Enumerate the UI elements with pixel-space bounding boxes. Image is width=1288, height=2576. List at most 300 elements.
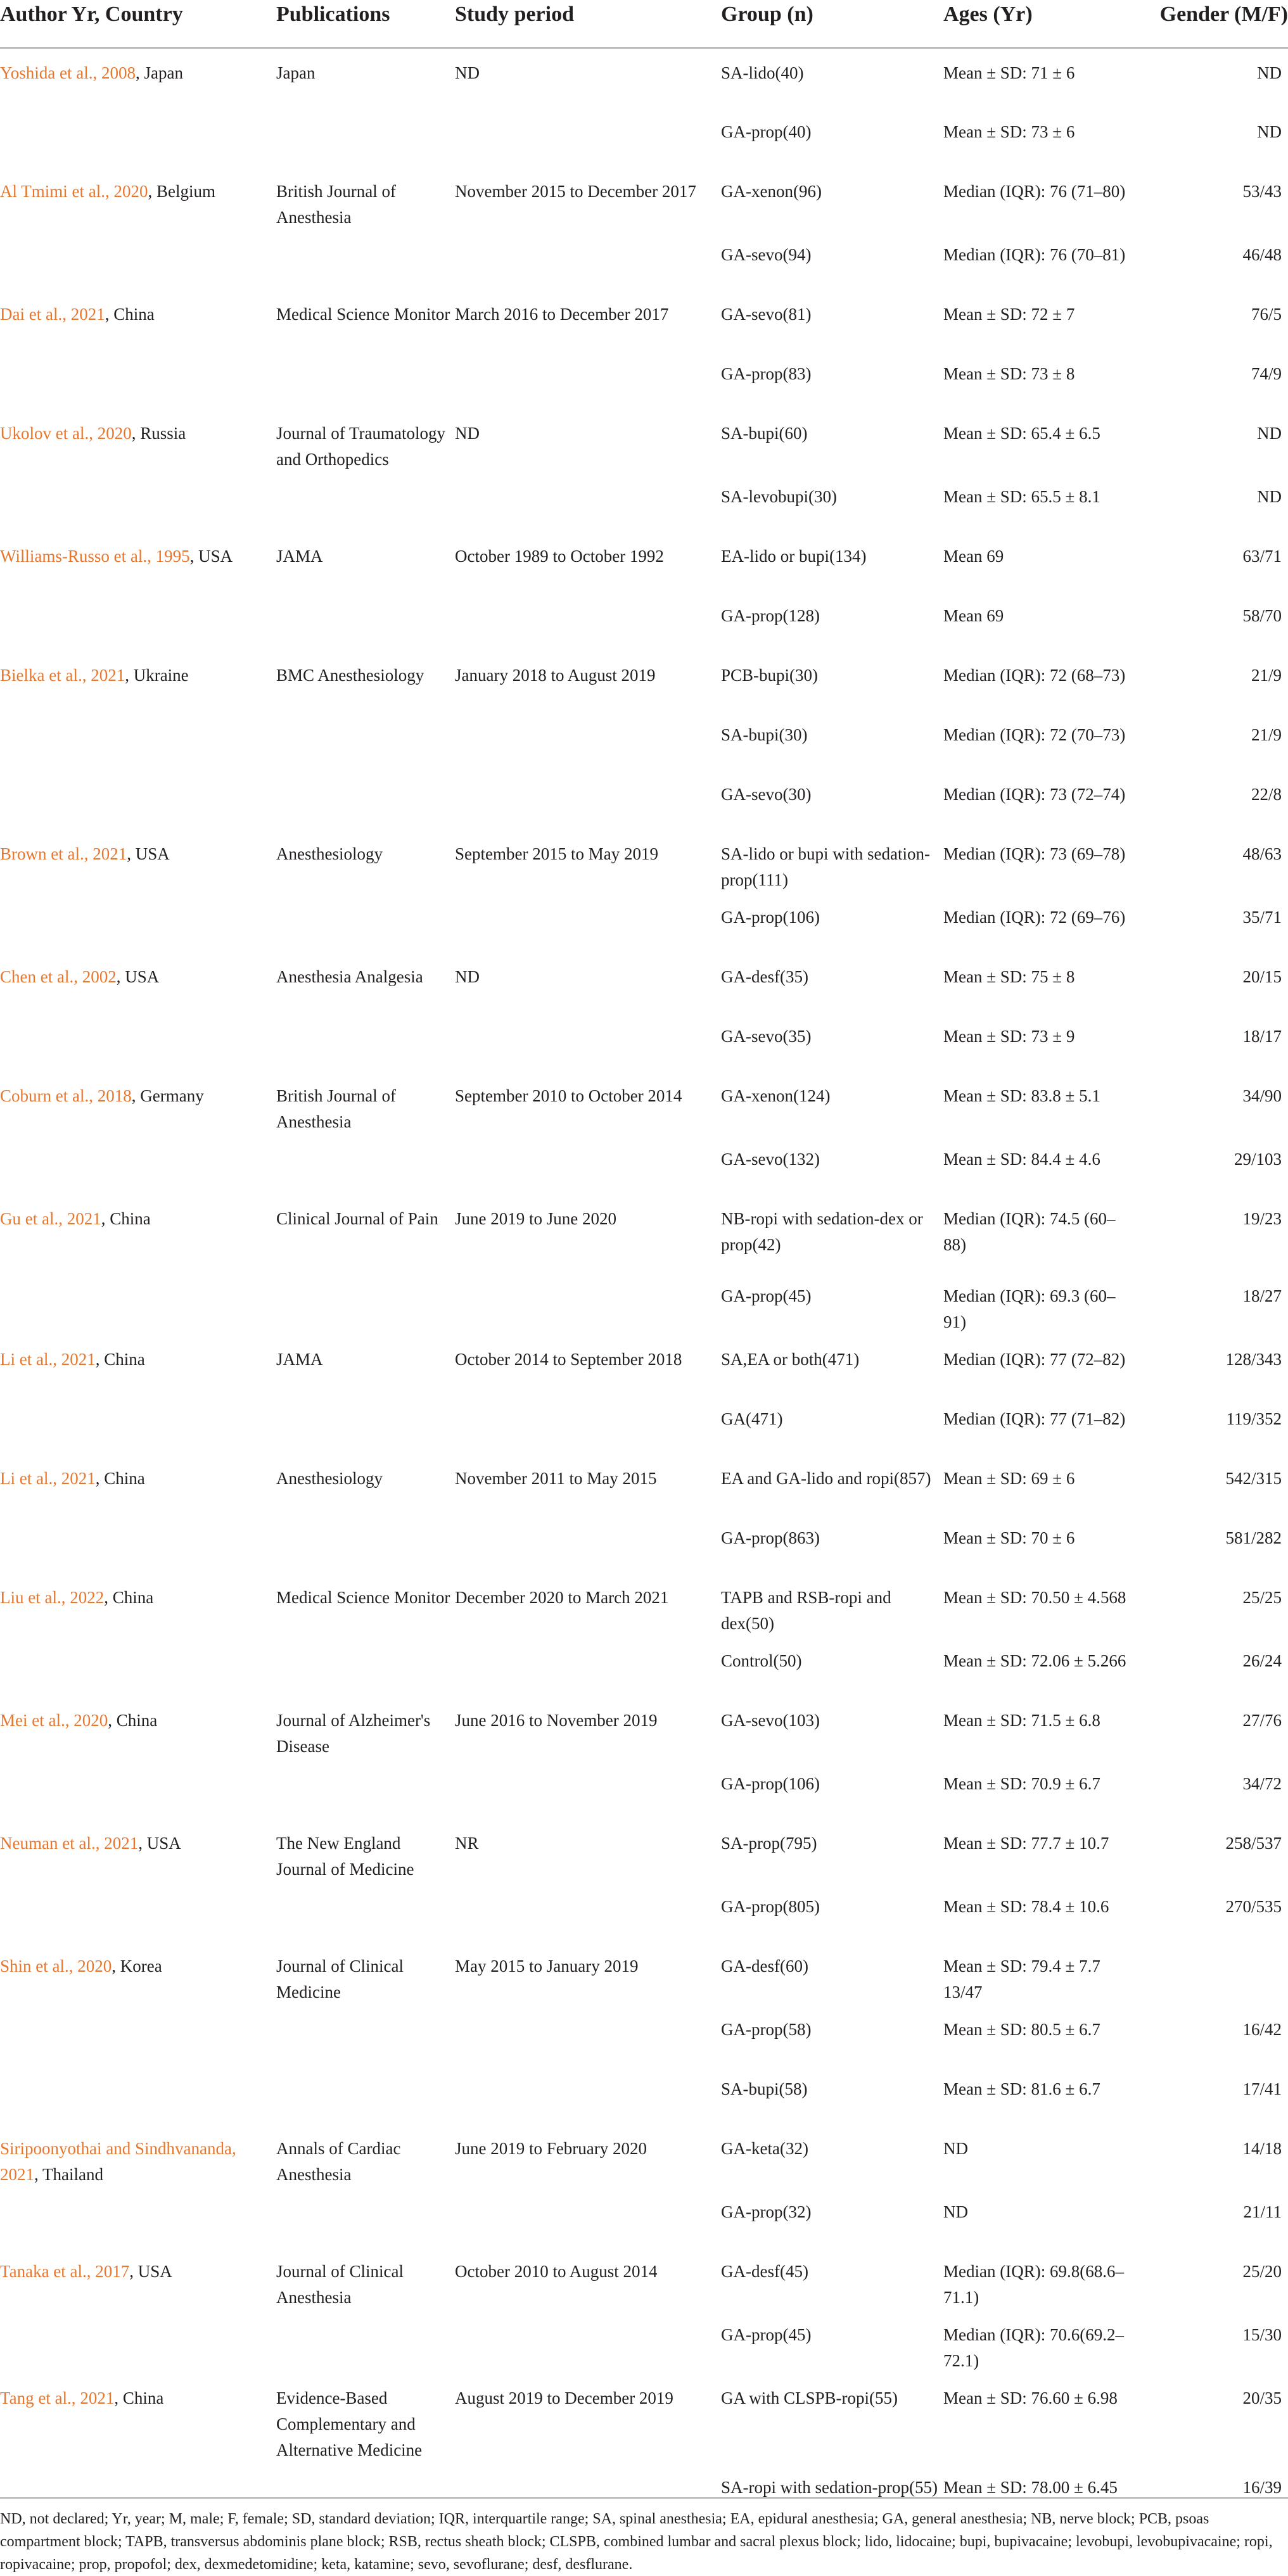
- cell-group: GA-prop(805): [721, 1896, 820, 1916]
- country-text: , Korea: [112, 1956, 162, 1976]
- cell-author: [0, 532, 276, 592]
- cell-gender: ND: [1257, 63, 1282, 82]
- cell-gender: 17/41: [1242, 2079, 1282, 2098]
- header-gender: Gender (M/F): [1130, 0, 1288, 48]
- cell-gender: 542/315: [1225, 1468, 1282, 1488]
- cell-publication: Journal of Alzheimer's Disease: [276, 1710, 431, 1756]
- cell-ages: Mean ± SD: 73 ± 9: [943, 1026, 1075, 1046]
- cell-study-period: [455, 770, 721, 830]
- header-ages: Ages (Yr): [943, 0, 1130, 48]
- cell-group: GA-prop(863): [721, 1528, 820, 1547]
- cell-group: GA-prop(128): [721, 606, 820, 625]
- cell-author: [0, 231, 276, 290]
- author-link[interactable]: Siripoonyothai and Sindhvananda,: [0, 2138, 236, 2158]
- cell-gender: 46/48: [1242, 244, 1282, 264]
- cell-ages: Mean 69: [943, 546, 1004, 566]
- author-link[interactable]: Chen et al.,: [0, 967, 82, 986]
- cell-ages: Median (IQR): 73 (72–74): [943, 784, 1126, 804]
- cell-gender: 270/535: [1225, 1896, 1282, 1916]
- cell-gender: 581/282: [1225, 1528, 1282, 1547]
- cell-author: [0, 1819, 276, 1882]
- year-link[interactable]: 2020: [97, 423, 132, 443]
- cell-group: GA(471): [721, 1409, 783, 1428]
- cell-publication: Japan: [276, 63, 316, 82]
- table-row: [0, 770, 1288, 830]
- cell-author: [0, 1882, 276, 1942]
- table-row: [0, 1072, 1288, 1135]
- country-text: , Thailand: [34, 2164, 103, 2184]
- cell-author: [0, 2124, 276, 2188]
- table-row: [0, 532, 1288, 592]
- cell-author: [0, 1942, 276, 2005]
- table-row: [0, 290, 1288, 350]
- table-row: [0, 1135, 1288, 1195]
- table-row: [0, 2374, 1288, 2463]
- cell-author: [0, 2311, 276, 2374]
- cell-publication: Journal of Clinical Anesthesia: [276, 2261, 404, 2307]
- author-link[interactable]: Liu et al.,: [0, 1587, 70, 1607]
- cell-ages: Mean ± SD: 69 ± 6: [943, 1468, 1075, 1488]
- year-link[interactable]: 2018: [97, 1086, 132, 1105]
- cell-group: GA-sevo(81): [721, 304, 812, 324]
- cell-gender: 21/9: [1251, 725, 1282, 744]
- cell-author: [0, 473, 276, 532]
- cell-author: [0, 2188, 276, 2247]
- cell-study-period: September 2015 to May 2019: [455, 844, 658, 863]
- cell-ages: Mean ± SD: 70.50 ± 4.568: [943, 1587, 1126, 1607]
- cell-study-period: [455, 1395, 721, 1454]
- cell-gender: [1130, 1942, 1288, 2005]
- cell-study-period: [455, 2065, 721, 2124]
- cell-study-period: November 2011 to May 2015: [455, 1468, 657, 1488]
- cell-ages: Median (IQR): 76 (71–80): [943, 181, 1126, 201]
- country-text: , Russia: [131, 423, 186, 443]
- cell-group: SA-bupi(60): [721, 423, 808, 443]
- table-row: [0, 2124, 1288, 2188]
- cell-group: SA-bupi(58): [721, 2079, 808, 2098]
- cell-ages: Mean ± SD: 78.00 ± 6.45: [943, 2477, 1118, 2497]
- author-link[interactable]: Tanaka et al.,: [0, 2261, 96, 2281]
- table-row: [0, 48, 1288, 108]
- cell-publication: Anesthesia Analgesia: [276, 967, 423, 986]
- country-text: , USA: [127, 844, 170, 863]
- country-text: , China: [104, 1587, 154, 1607]
- cell-gender: 18/17: [1242, 1026, 1282, 1046]
- table-row: [0, 2005, 1288, 2065]
- year-link[interactable]: 2002: [82, 967, 117, 986]
- cell-group: SA-ropi with sedation-prop(55): [721, 2477, 938, 2497]
- country-text: , USA: [129, 2261, 172, 2281]
- cell-study-period: [455, 108, 721, 167]
- author-link[interactable]: Neuman et al.,: [0, 1833, 105, 1853]
- cell-author: [0, 830, 276, 893]
- cell-study-period: [455, 231, 721, 290]
- cell-gender: 48/63: [1242, 844, 1282, 863]
- cell-author: [0, 2374, 276, 2463]
- cell-author: [0, 108, 276, 167]
- cell-study-period: November 2015 to December 2017: [455, 181, 696, 201]
- cell-author: [0, 1195, 276, 1272]
- author-link[interactable]: Gu et al.,: [0, 1209, 67, 1228]
- cell-author: [0, 1760, 276, 1819]
- cell-ages: Median (IQR): 76 (70–81): [943, 244, 1126, 264]
- table-row: [0, 893, 1288, 953]
- cell-publication: British Journal of Anesthesia: [276, 1086, 396, 1131]
- author-link[interactable]: Ukolov et al.,: [0, 423, 98, 443]
- header-publications: Publications: [276, 0, 455, 48]
- cell-publication: [276, 1760, 455, 1819]
- cell-publication: [276, 770, 455, 830]
- cell-publication: Journal of Traumatology and Orthopedics: [276, 423, 445, 469]
- year-link[interactable]: 2021: [61, 1468, 96, 1488]
- cell-group: GA-prop(32): [721, 2202, 812, 2221]
- cell-group: SA-prop(795): [721, 1833, 817, 1853]
- cell-study-period: June 2019 to June 2020: [455, 1209, 616, 1228]
- year-link[interactable]: 2021: [0, 2164, 34, 2184]
- cell-study-period: [455, 711, 721, 770]
- year-link[interactable]: 2021: [92, 844, 127, 863]
- country-text: , USA: [116, 967, 160, 986]
- cell-ages: Mean ± SD: 75 ± 8: [943, 967, 1075, 986]
- cell-gender: 76/5: [1251, 304, 1282, 324]
- cell-gender: 128/343: [1225, 1349, 1282, 1369]
- cell-publication: [276, 1882, 455, 1942]
- country-text: , USA: [189, 546, 233, 566]
- cell-study-period: October 1989 to October 1992: [455, 546, 664, 566]
- table-row: [0, 2247, 1288, 2311]
- cell-study-period: [455, 1514, 721, 1573]
- cell-publication: The New England Journal of Medicine: [276, 1833, 414, 1879]
- cell-gender: 21/9: [1251, 665, 1282, 685]
- cell-author: [0, 711, 276, 770]
- table-row: [0, 1882, 1288, 1942]
- header-group: Group (n): [721, 0, 943, 48]
- table-row: [0, 231, 1288, 290]
- cell-study-period: June 2019 to February 2020: [455, 2138, 647, 2158]
- cell-group: EA and GA-lido and ropi(857): [721, 1468, 931, 1488]
- cell-gender: 16/42: [1242, 2019, 1282, 2039]
- cell-author: [0, 893, 276, 953]
- table-row: [0, 1819, 1288, 1882]
- table-row: [0, 2311, 1288, 2374]
- author-link[interactable]: Tang et al.,: [0, 2388, 80, 2408]
- cell-ages: Mean ± SD: 71.5 ± 6.8: [943, 1710, 1100, 1730]
- cell-gender: ND: [1257, 423, 1282, 443]
- year-link[interactable]: 1995: [155, 546, 190, 566]
- year-link[interactable]: 2021: [70, 304, 105, 324]
- cell-study-period: [455, 893, 721, 953]
- cell-gender: 258/537: [1225, 1833, 1282, 1853]
- cell-gender: 34/90: [1242, 1086, 1282, 1105]
- cell-publication: Medical Science Monitor: [276, 304, 450, 324]
- cell-ages: Mean ± SD: 81.6 ± 6.7: [943, 2079, 1100, 2098]
- cell-author: [0, 1573, 276, 1637]
- cell-publication: [276, 2188, 455, 2247]
- cell-group: GA-desf(35): [721, 967, 808, 986]
- cell-gender: ND: [1257, 122, 1282, 141]
- cell-author: [0, 1135, 276, 1195]
- table-row: [0, 1696, 1288, 1760]
- cell-publication: [276, 1514, 455, 1573]
- cell-author: [0, 350, 276, 409]
- cell-group: GA-prop(106): [721, 907, 820, 927]
- cell-ages: Median (IQR): 72 (70–73): [943, 725, 1126, 744]
- cell-ages: Median (IQR): 72 (68–73): [943, 665, 1126, 685]
- cell-group: GA with CLSPB-ropi(55): [721, 2388, 898, 2408]
- cell-gender: 22/8: [1251, 784, 1282, 804]
- cell-gender: 119/352: [1226, 1409, 1282, 1428]
- cell-author: [0, 651, 276, 711]
- table-row: [0, 592, 1288, 651]
- cell-publication: JAMA: [276, 1349, 323, 1369]
- author-link[interactable]: Li et al.,: [0, 1349, 61, 1369]
- cell-gender: 35/71: [1242, 907, 1282, 927]
- country-text: , Ukraine: [125, 665, 189, 685]
- cell-gender: 34/72: [1242, 1773, 1282, 1793]
- cell-ages: Mean ± SD: 70.9 ± 6.7: [943, 1773, 1100, 1793]
- author-link[interactable]: Dai et al.,: [0, 304, 71, 324]
- cell-study-period: May 2015 to January 2019: [455, 1956, 639, 1976]
- cell-ages: Median (IQR): 73 (69–78): [943, 844, 1126, 863]
- author-link[interactable]: Yoshida et al.,: [0, 63, 102, 82]
- cell-publication: [276, 2005, 455, 2065]
- cell-group: Control(50): [721, 1651, 802, 1670]
- country-text: , China: [108, 1710, 158, 1730]
- cell-ages: Mean 69: [943, 606, 1004, 625]
- cell-study-period: [455, 1012, 721, 1072]
- cell-study-period: [455, 2188, 721, 2247]
- author-link[interactable]: Shin et al.,: [0, 1956, 78, 1976]
- cell-publication: [276, 2065, 455, 2124]
- cell-ages: Mean ± SD: 79.4 ± 7.7 13/47: [943, 1956, 1100, 2002]
- cell-group: GA-sevo(35): [721, 1026, 812, 1046]
- cell-study-period: [455, 1760, 721, 1819]
- cell-study-period: [455, 1637, 721, 1696]
- year-link[interactable]: 2021: [104, 1833, 139, 1853]
- table-row: [0, 167, 1288, 231]
- country-text: , Germany: [131, 1086, 204, 1105]
- cell-study-period: [455, 2005, 721, 2065]
- header-row: [0, 0, 1288, 48]
- cell-study-period: ND: [455, 967, 480, 986]
- cell-study-period: December 2020 to March 2021: [455, 1587, 669, 1607]
- cell-ages: Mean ± SD: 73 ± 8: [943, 364, 1075, 383]
- cell-ages: Mean ± SD: 72.06 ± 5.266: [943, 1651, 1126, 1670]
- cell-ages: Mean ± SD: 84.4 ± 4.6: [943, 1149, 1100, 1169]
- cell-ages: Median (IQR): 70.6(69.2–72.1): [943, 2325, 1124, 2370]
- cell-publication: BMC Anesthesiology: [276, 665, 424, 685]
- cell-group: NB-ropi with sedation-dex or prop(42): [721, 1209, 923, 1254]
- cell-group: EA-lido or bupi(134): [721, 546, 867, 566]
- cell-study-period: [455, 592, 721, 651]
- cell-gender: 20/15: [1242, 967, 1282, 986]
- author-link[interactable]: Williams-Russo et al.,: [0, 546, 156, 566]
- cell-publication: [276, 592, 455, 651]
- author-link[interactable]: Mei et al.,: [0, 1710, 74, 1730]
- cell-gender: 74/9: [1251, 364, 1282, 383]
- cell-author: [0, 1395, 276, 1454]
- cell-author: [0, 1454, 276, 1514]
- country-text: , China: [105, 304, 155, 324]
- year-link[interactable]: 2021: [91, 665, 125, 685]
- cell-ages: Mean ± SD: 65.4 ± 6.5: [943, 423, 1100, 443]
- cell-ages: Median (IQR): 77 (72–82): [943, 1349, 1126, 1369]
- cell-publication: Medical Science Monitor: [276, 1587, 450, 1607]
- cell-gender: 63/71: [1242, 546, 1282, 566]
- cell-study-period: October 2014 to September 2018: [455, 1349, 682, 1369]
- country-text: , USA: [138, 1833, 181, 1853]
- cell-publication: JAMA: [276, 546, 323, 566]
- cell-gender: 26/24: [1242, 1651, 1282, 1670]
- cell-study-period: [455, 1272, 721, 1335]
- cell-study-period: [455, 1882, 721, 1942]
- cell-author: [0, 770, 276, 830]
- cell-ages: Mean ± SD: 70 ± 6: [943, 1528, 1075, 1547]
- cell-publication: Annals of Cardiac Anesthesia: [276, 2138, 401, 2184]
- cell-group: GA-prop(83): [721, 364, 812, 383]
- cell-author: [0, 2247, 276, 2311]
- cell-publication: [276, 711, 455, 770]
- cell-group: SA-lido or bupi with sedation-prop(111): [721, 844, 930, 889]
- cell-gender: 58/70: [1242, 606, 1282, 625]
- cell-author: [0, 2065, 276, 2124]
- cell-author: [0, 290, 276, 350]
- cell-study-period: [455, 473, 721, 532]
- cell-group: SA-levobupi(30): [721, 486, 837, 506]
- table-row: [0, 1272, 1288, 1335]
- cell-ages: ND: [943, 2138, 968, 2158]
- table-footnote: ND, not declared; Yr, year; M, male; F, female; SD, standard deviation; IQR, interquartile range; SA, spinal anesthesia; EA, epidural anesthesia; GA, general anesthesia; NB, nerve block; PCB, psoas compartment block; TAPB, transversus abdominis plane block; RSB, rectus sheath block; CLSPB, combined lumbar and sacral plexus block; lido, lidocaine; bupi, bupivacaine; levobupi, levobupivacaine; ropi, ropivacaine; prop, propofol; dex, dexmedetomidine; keta, katamine; sevo, sevoflurane; desf, desflurane.: [0, 2497, 1288, 2576]
- cell-study-period: [455, 1135, 721, 1195]
- year-link[interactable]: 2020: [77, 1956, 112, 1976]
- author-link[interactable]: Coburn et al.,: [0, 1086, 98, 1105]
- cell-group: SA,EA or both(471): [721, 1349, 860, 1369]
- author-link[interactable]: Bielka et al.,: [0, 665, 91, 685]
- cell-ages: Mean ± SD: 65.5 ± 8.1: [943, 486, 1100, 506]
- cell-gender: ND: [1257, 486, 1282, 506]
- cell-ages: Mean ± SD: 83.8 ± 5.1: [943, 1086, 1100, 1105]
- table-row: [0, 1195, 1288, 1272]
- cell-publication: [276, 473, 455, 532]
- cell-author: [0, 48, 276, 108]
- cell-group: GA-desf(45): [721, 2261, 808, 2281]
- table-row: [0, 651, 1288, 711]
- cell-ages: Median (IQR): 74.5 (60–88): [943, 1209, 1116, 1254]
- author-link[interactable]: Al Tmimi et al.,: [0, 181, 114, 201]
- table-row: [0, 1454, 1288, 1514]
- table-row: [0, 1335, 1288, 1395]
- country-text: , China: [95, 1468, 145, 1488]
- cell-gender: 21/11: [1243, 2202, 1282, 2221]
- year-link[interactable]: 2021: [61, 1349, 96, 1369]
- country-text: , China: [101, 1209, 151, 1228]
- cell-author: [0, 1696, 276, 1760]
- cell-ages: ND: [943, 2202, 968, 2221]
- cell-author: [0, 1514, 276, 1573]
- table-row: [0, 108, 1288, 167]
- cell-gender: 20/35: [1242, 2388, 1282, 2408]
- cell-group: GA-xenon(124): [721, 1086, 831, 1105]
- cell-gender: 19/23: [1242, 1209, 1282, 1228]
- cell-publication: [276, 893, 455, 953]
- year-link[interactable]: 2017: [95, 2261, 130, 2281]
- cell-publication: [276, 2311, 455, 2374]
- cell-gender: 15/30: [1242, 2325, 1282, 2344]
- table-row: [0, 1395, 1288, 1454]
- cell-ages: Mean ± SD: 76.60 ± 6.98: [943, 2388, 1118, 2408]
- table-row: [0, 1942, 1288, 2005]
- cell-study-period: March 2016 to December 2017: [455, 304, 669, 324]
- cell-study-period: NR: [455, 1833, 479, 1853]
- cell-author: [0, 1272, 276, 1335]
- cell-publication: [276, 350, 455, 409]
- cell-publication: [276, 1135, 455, 1195]
- table-row: [0, 2188, 1288, 2247]
- table-row: [0, 409, 1288, 473]
- country-text: , China: [95, 1349, 145, 1369]
- cell-group: SA-bupi(30): [721, 725, 808, 744]
- table-row: [0, 711, 1288, 770]
- year-link[interactable]: 2022: [70, 1587, 105, 1607]
- cell-study-period: October 2010 to August 2014: [455, 2261, 658, 2281]
- cell-publication: Clinical Journal of Pain: [276, 1209, 438, 1228]
- table-row: [0, 1760, 1288, 1819]
- cell-publication: [276, 1395, 455, 1454]
- cell-author: [0, 1335, 276, 1395]
- cell-study-period: August 2019 to December 2019: [455, 2388, 673, 2408]
- cell-study-period: ND: [455, 423, 480, 443]
- table-row: [0, 1514, 1288, 1573]
- cell-publication: Journal of Clinical Medicine: [276, 1956, 404, 2002]
- cell-publication: Anesthesiology: [276, 844, 383, 863]
- cell-group: SA-lido(40): [721, 63, 804, 82]
- table-body: [0, 48, 1288, 2523]
- table-row: [0, 1637, 1288, 1696]
- cell-gender: 25/25: [1242, 1587, 1282, 1607]
- cell-group: GA-prop(45): [721, 2325, 812, 2344]
- cell-gender: 14/18: [1242, 2138, 1282, 2158]
- cell-group: GA-prop(58): [721, 2019, 812, 2039]
- cell-author: [0, 1072, 276, 1135]
- cell-publication: [276, 231, 455, 290]
- cell-ages: Mean ± SD: 77.7 ± 10.7: [943, 1833, 1109, 1853]
- cell-publication: [276, 1637, 455, 1696]
- table-row: [0, 830, 1288, 893]
- year-link[interactable]: 2021: [67, 1209, 101, 1228]
- cell-publication: [276, 1012, 455, 1072]
- cell-publication: Anesthesiology: [276, 1468, 383, 1488]
- year-link[interactable]: 2021: [80, 2388, 115, 2408]
- cell-group: GA-desf(60): [721, 1956, 808, 1976]
- cell-study-period: January 2018 to August 2019: [455, 665, 656, 685]
- cell-group: GA-prop(106): [721, 1773, 820, 1793]
- cell-study-period: [455, 2311, 721, 2374]
- author-link[interactable]: Li et al.,: [0, 1468, 61, 1488]
- country-text: , China: [114, 2388, 164, 2408]
- author-link[interactable]: Brown et al.,: [0, 844, 93, 863]
- cell-author: [0, 1637, 276, 1696]
- year-link[interactable]: 2020: [73, 1710, 108, 1730]
- table-row: [0, 350, 1288, 409]
- cell-ages: Mean ± SD: 78.4 ± 10.6: [943, 1896, 1109, 1916]
- year-link[interactable]: 2008: [101, 63, 136, 82]
- cell-ages: Mean ± SD: 71 ± 6: [943, 63, 1075, 82]
- year-link[interactable]: 2020: [113, 181, 148, 201]
- cell-group: GA-prop(40): [721, 122, 812, 141]
- cell-study-period: June 2016 to November 2019: [455, 1710, 658, 1730]
- cell-gender: 16/39: [1242, 2477, 1282, 2497]
- table-row: [0, 473, 1288, 532]
